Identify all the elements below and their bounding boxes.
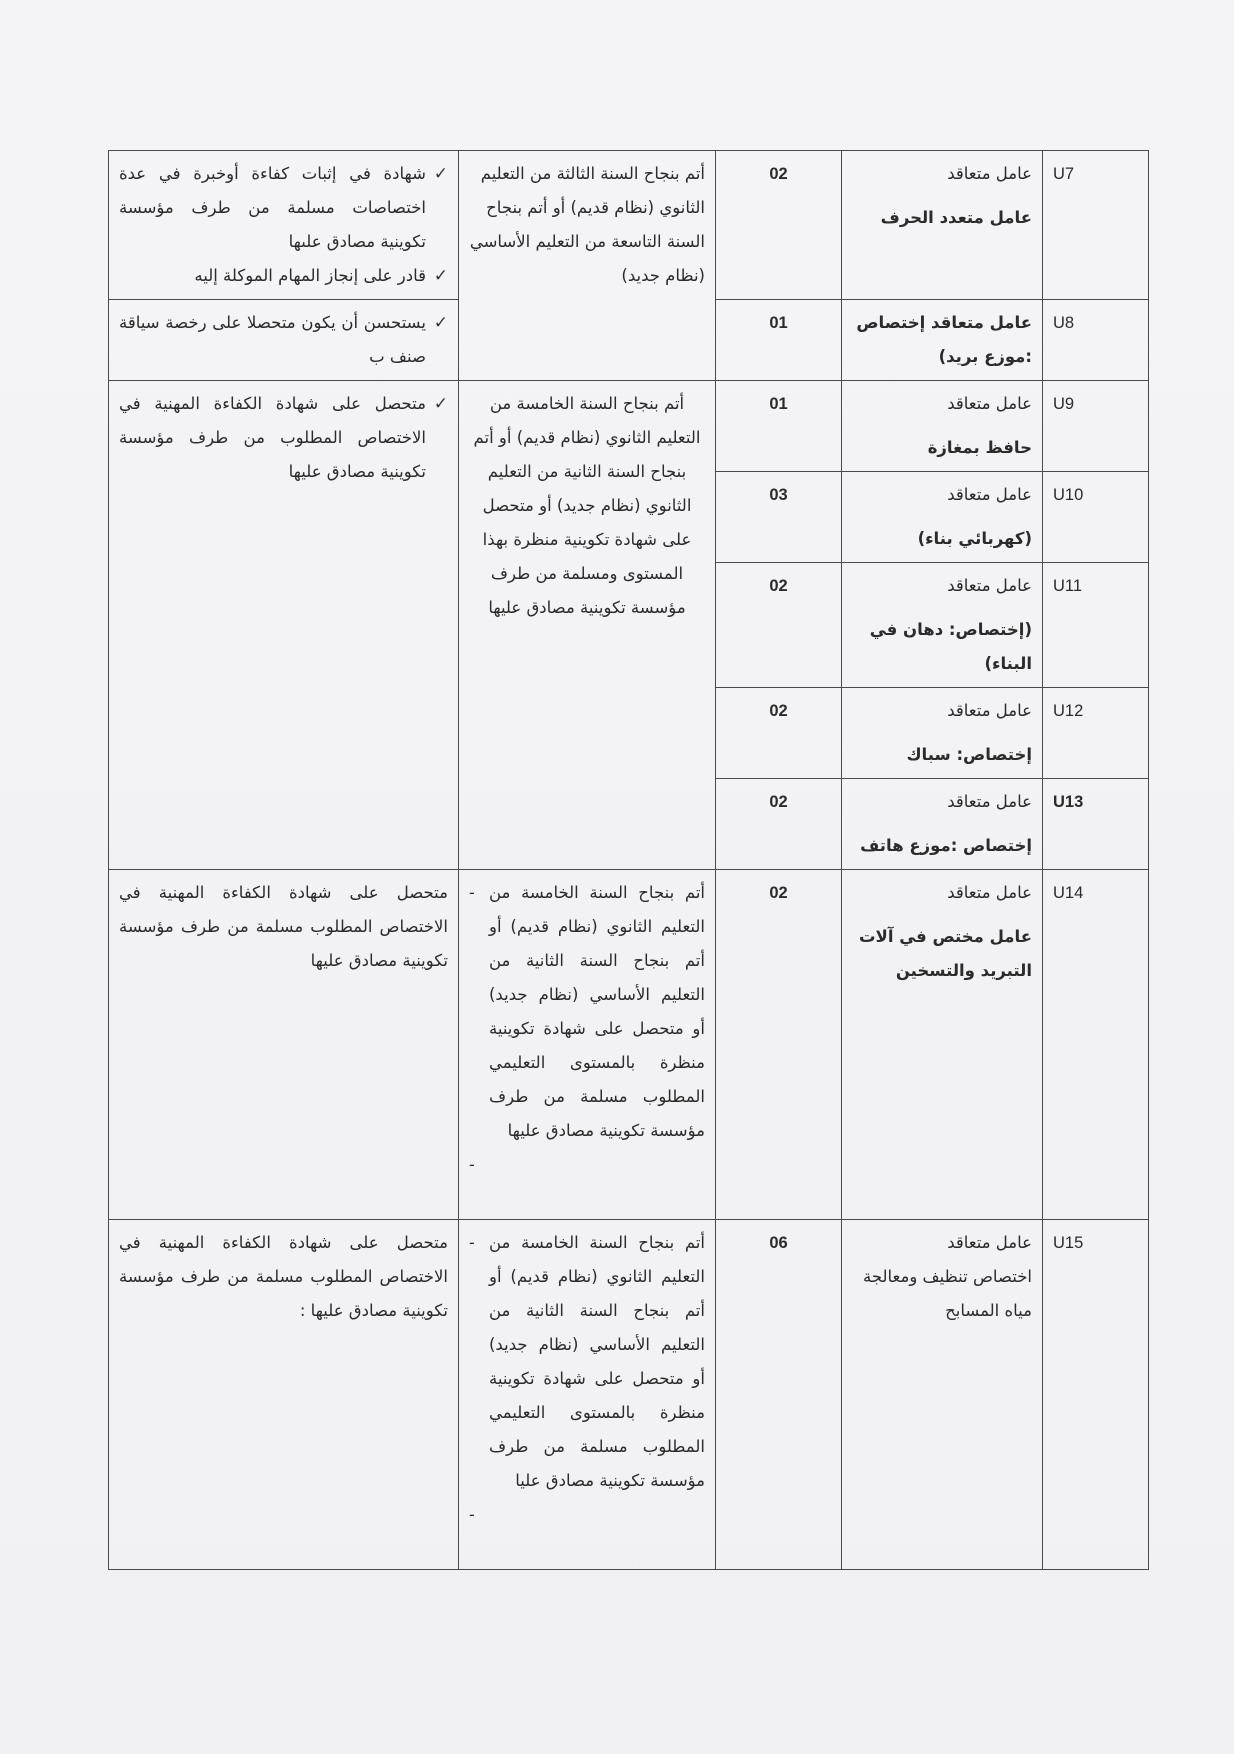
table-row	[109, 870, 1149, 1220]
qualification-trailer	[469, 1498, 705, 1528]
title-line: عامل متعاقد	[947, 1233, 1032, 1252]
position-title	[842, 563, 1043, 688]
title-line: عامل متعاقد	[947, 164, 1032, 183]
position-code: U14	[1043, 870, 1149, 1220]
title-line: حافظ بمغازة	[927, 438, 1032, 457]
qualification-item	[469, 1226, 705, 1498]
position-code: U7	[1043, 151, 1149, 300]
position-code: U15	[1043, 1220, 1149, 1570]
qualification-trailer	[469, 1148, 705, 1178]
requirement-text: متحصل على شهادة الكفاءة المهنية في الاختصاص المطلوب مسلمة من طرف مؤسسة تكوينية مصادق عليها :	[119, 1233, 448, 1320]
qualification-text: أتم بنجاح السنة الثالثة من التعليم الثانوي (نظام قديم) أو أتم بنجاح السنة التاسعة من التعليم الأساسي (نظام جديد)	[469, 164, 705, 285]
checkmark-icon: ✓	[433, 164, 448, 184]
position-title	[842, 300, 1043, 381]
position-code: U9	[1043, 381, 1149, 472]
position-count: 01	[716, 300, 842, 381]
checkmark-icon: ✓	[433, 266, 448, 286]
position-title	[842, 381, 1043, 472]
requirements-cell	[109, 381, 459, 870]
title-line: عامل متعاقد	[947, 394, 1032, 413]
requirement-item	[119, 306, 448, 374]
requirement-text: متحصل على شهادة الكفاءة المهنية في الاختصاص المطلوب من طرف مؤسسة تكوينية مصادق عليها	[119, 394, 426, 481]
title-line: عامل متعاقد	[947, 792, 1032, 811]
title-line: عامل متعاقد	[947, 485, 1032, 504]
requirements-cell	[109, 870, 459, 1220]
checkmark-icon: ✓	[433, 313, 448, 333]
title-line: عامل متعاقد إختصاص	[856, 313, 1032, 332]
qualification-item	[469, 876, 705, 1148]
title-line: عامل متعاقد	[947, 883, 1032, 902]
position-count: 01	[716, 381, 842, 472]
position-title	[842, 151, 1043, 300]
position-code: U10	[1043, 472, 1149, 563]
position-count: 02	[716, 870, 842, 1220]
positions-table	[108, 150, 1149, 1570]
requirement-item	[119, 387, 448, 489]
requirement-text: قادر على إنجاز المهام الموكلة إليه	[194, 266, 426, 285]
table-row	[109, 381, 1149, 472]
requirements-cell	[109, 151, 459, 300]
requirement-text: شهادة في إثبات كفاءة أوخبرة في عدة اختصاصات مسلمة من طرف مؤسسة تكوينية مصادق علىها	[119, 164, 426, 251]
position-count: 02	[716, 688, 842, 779]
position-count: 02	[716, 563, 842, 688]
title-line: (إختصاص: دهان في البناء)	[869, 620, 1032, 673]
qualification-cell	[459, 1220, 716, 1570]
position-count: 06	[716, 1220, 842, 1570]
title-line: إختصاص :موزع هاتف	[860, 836, 1032, 855]
qualification-cell	[459, 381, 716, 870]
title-line: عامل مختص في آلات التبريد والتسخين	[858, 927, 1032, 980]
position-title	[842, 1220, 1043, 1570]
dash-marker: -	[469, 883, 475, 902]
qualification-cell	[459, 151, 716, 381]
position-count: 02	[716, 779, 842, 870]
title-line: عامل متعدد الحرف	[880, 208, 1032, 227]
position-title	[842, 870, 1043, 1220]
qualification-text: أتم بنجاح السنة الخامسة من التعليم الثانوي (نظام قديم) أو أتم بنجاح السنة الثانية من التعليم الأساسي (نظام جديد) أو متحصل على شهادة تكوينية منظرة بالمستوى التعليمي المطلوب مسلمة من طرف مؤسسة تكوينية مصادق عليا	[489, 1233, 705, 1490]
position-code: U11	[1043, 563, 1149, 688]
requirement-item	[119, 259, 448, 293]
position-count: 03	[716, 472, 842, 563]
requirement-text: متحصل على شهادة الكفاءة المهنية في الاختصاص المطلوب مسلمة من طرف مؤسسة تكوينية مصادق عليها	[119, 883, 448, 970]
title-line: عامل متعاقد	[947, 701, 1032, 720]
dash-marker: -	[469, 1505, 475, 1524]
title-line: (كهربائي بناء)	[917, 529, 1032, 548]
position-code: U13	[1043, 779, 1149, 870]
title-line: عامل متعاقد	[947, 576, 1032, 595]
requirements-cell	[109, 1220, 459, 1570]
qualification-text: أتم بنجاح السنة الخامسة من التعليم الثانوي (نظام قديم) أو أتم بنجاح السنة الثانية من التعليم الثانوي (نظام جديد) أو متحصل على شهادة تكوينية منظرة بهذا المستوى ومسلمة من طرف مؤسسة تكوينية مصادق عليها	[473, 394, 701, 617]
table-row	[109, 151, 1149, 300]
position-title	[842, 688, 1043, 779]
dash-marker: -	[469, 1155, 475, 1174]
position-code: U8	[1043, 300, 1149, 381]
checkmark-icon: ✓	[433, 394, 448, 414]
title-line: :موزع بريد)	[938, 347, 1032, 366]
qualification-cell	[459, 870, 716, 1220]
position-code: U12	[1043, 688, 1149, 779]
table-row	[109, 1220, 1149, 1570]
position-count: 02	[716, 151, 842, 300]
requirement-text: يستحسن أن يكون متحصلا على رخصة سياقة صنف ب	[119, 313, 426, 366]
qualification-text: أتم بنجاح السنة الخامسة من التعليم الثانوي (نظام قديم) أو أتم بنجاح السنة الثانية من التعليم الأساسي (نظام جديد) أو متحصل على شهادة تكوينية منظرة بالمستوى التعليمي المطلوب مسلمة من طرف مؤسسة تكوينية مصادق عليها	[489, 883, 705, 1140]
position-title	[842, 472, 1043, 563]
requirement-item	[119, 157, 448, 259]
dash-marker: -	[469, 1233, 475, 1252]
title-line: إختصاص: سباك	[906, 745, 1032, 764]
position-title	[842, 779, 1043, 870]
title-line: اختصاص تنظيف ومعالجة مياه المسابح	[862, 1267, 1032, 1320]
requirements-cell	[109, 300, 459, 381]
